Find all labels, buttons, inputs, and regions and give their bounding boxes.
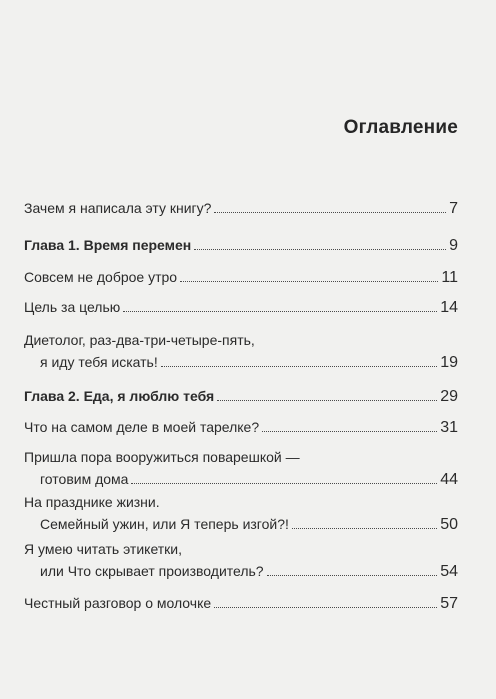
- toc-entry: [24, 592, 458, 615]
- leader-dots: [180, 281, 438, 282]
- toc-entry: [24, 416, 458, 439]
- entry-title-line: Я умею читать этикетки,: [24, 541, 183, 557]
- leader-dots: [123, 311, 437, 312]
- entry-title: Что на самом деле в моей тарелке?: [24, 419, 260, 435]
- chapter-title: Глава 1. Время перемен: [24, 237, 192, 253]
- leader-dots: [161, 366, 437, 367]
- toc-entry: [24, 296, 458, 319]
- entry-title-line: Диетолог, раз-два-три-четыре-пять,: [24, 332, 255, 348]
- entry-title: Честный разговор о молочке: [24, 595, 212, 611]
- entry-title-line: На празднике жизни.: [24, 494, 160, 510]
- page-number: 19: [440, 354, 458, 371]
- leader-dots: [131, 483, 437, 484]
- toc-entry: [24, 329, 458, 374]
- page-number: 7: [449, 200, 458, 217]
- page-number: 29: [440, 388, 458, 405]
- entry-title: готовим дома: [40, 471, 129, 487]
- page-number: 54: [440, 563, 458, 580]
- page-number: 9: [449, 237, 458, 254]
- entry-title: Семейный ужин, или Я теперь изгой?!: [40, 516, 289, 532]
- entry-title-line: Пришла пора вооружиться поварешкой —: [24, 449, 300, 465]
- toc-entry: [24, 491, 458, 536]
- page-number: 11: [441, 269, 458, 286]
- chapter-title: Глава 2. Еда, я люблю тебя: [24, 388, 215, 404]
- entry-title: Цель за целью: [24, 299, 121, 315]
- toc-chapter-entry: [24, 385, 458, 408]
- leader-dots: [214, 212, 446, 213]
- entry-title: Совсем не доброе утро: [24, 269, 178, 285]
- page-number: 57: [440, 595, 458, 612]
- toc-entry: [24, 197, 458, 220]
- leader-dots: [214, 607, 437, 608]
- leader-dots: [194, 249, 446, 250]
- toc-entry: [24, 266, 458, 289]
- leader-dots: [262, 431, 437, 432]
- page-number: 44: [440, 471, 458, 488]
- entry-title: Зачем я написала эту книгу?: [24, 200, 212, 216]
- leader-dots: [217, 400, 437, 401]
- entry-title: я иду тебя искать!: [40, 354, 158, 370]
- toc-entry: [24, 538, 458, 583]
- entry-title: или Что скрывает производитель?: [40, 563, 264, 579]
- leader-dots: [292, 528, 437, 529]
- leader-dots: [267, 575, 438, 576]
- page-number: 31: [440, 419, 458, 436]
- page-number: 14: [440, 299, 458, 316]
- toc-chapter-entry: [24, 234, 458, 257]
- toc-heading: Оглавление: [343, 117, 458, 138]
- toc-entry: [24, 446, 458, 491]
- page-number: 50: [440, 516, 458, 533]
